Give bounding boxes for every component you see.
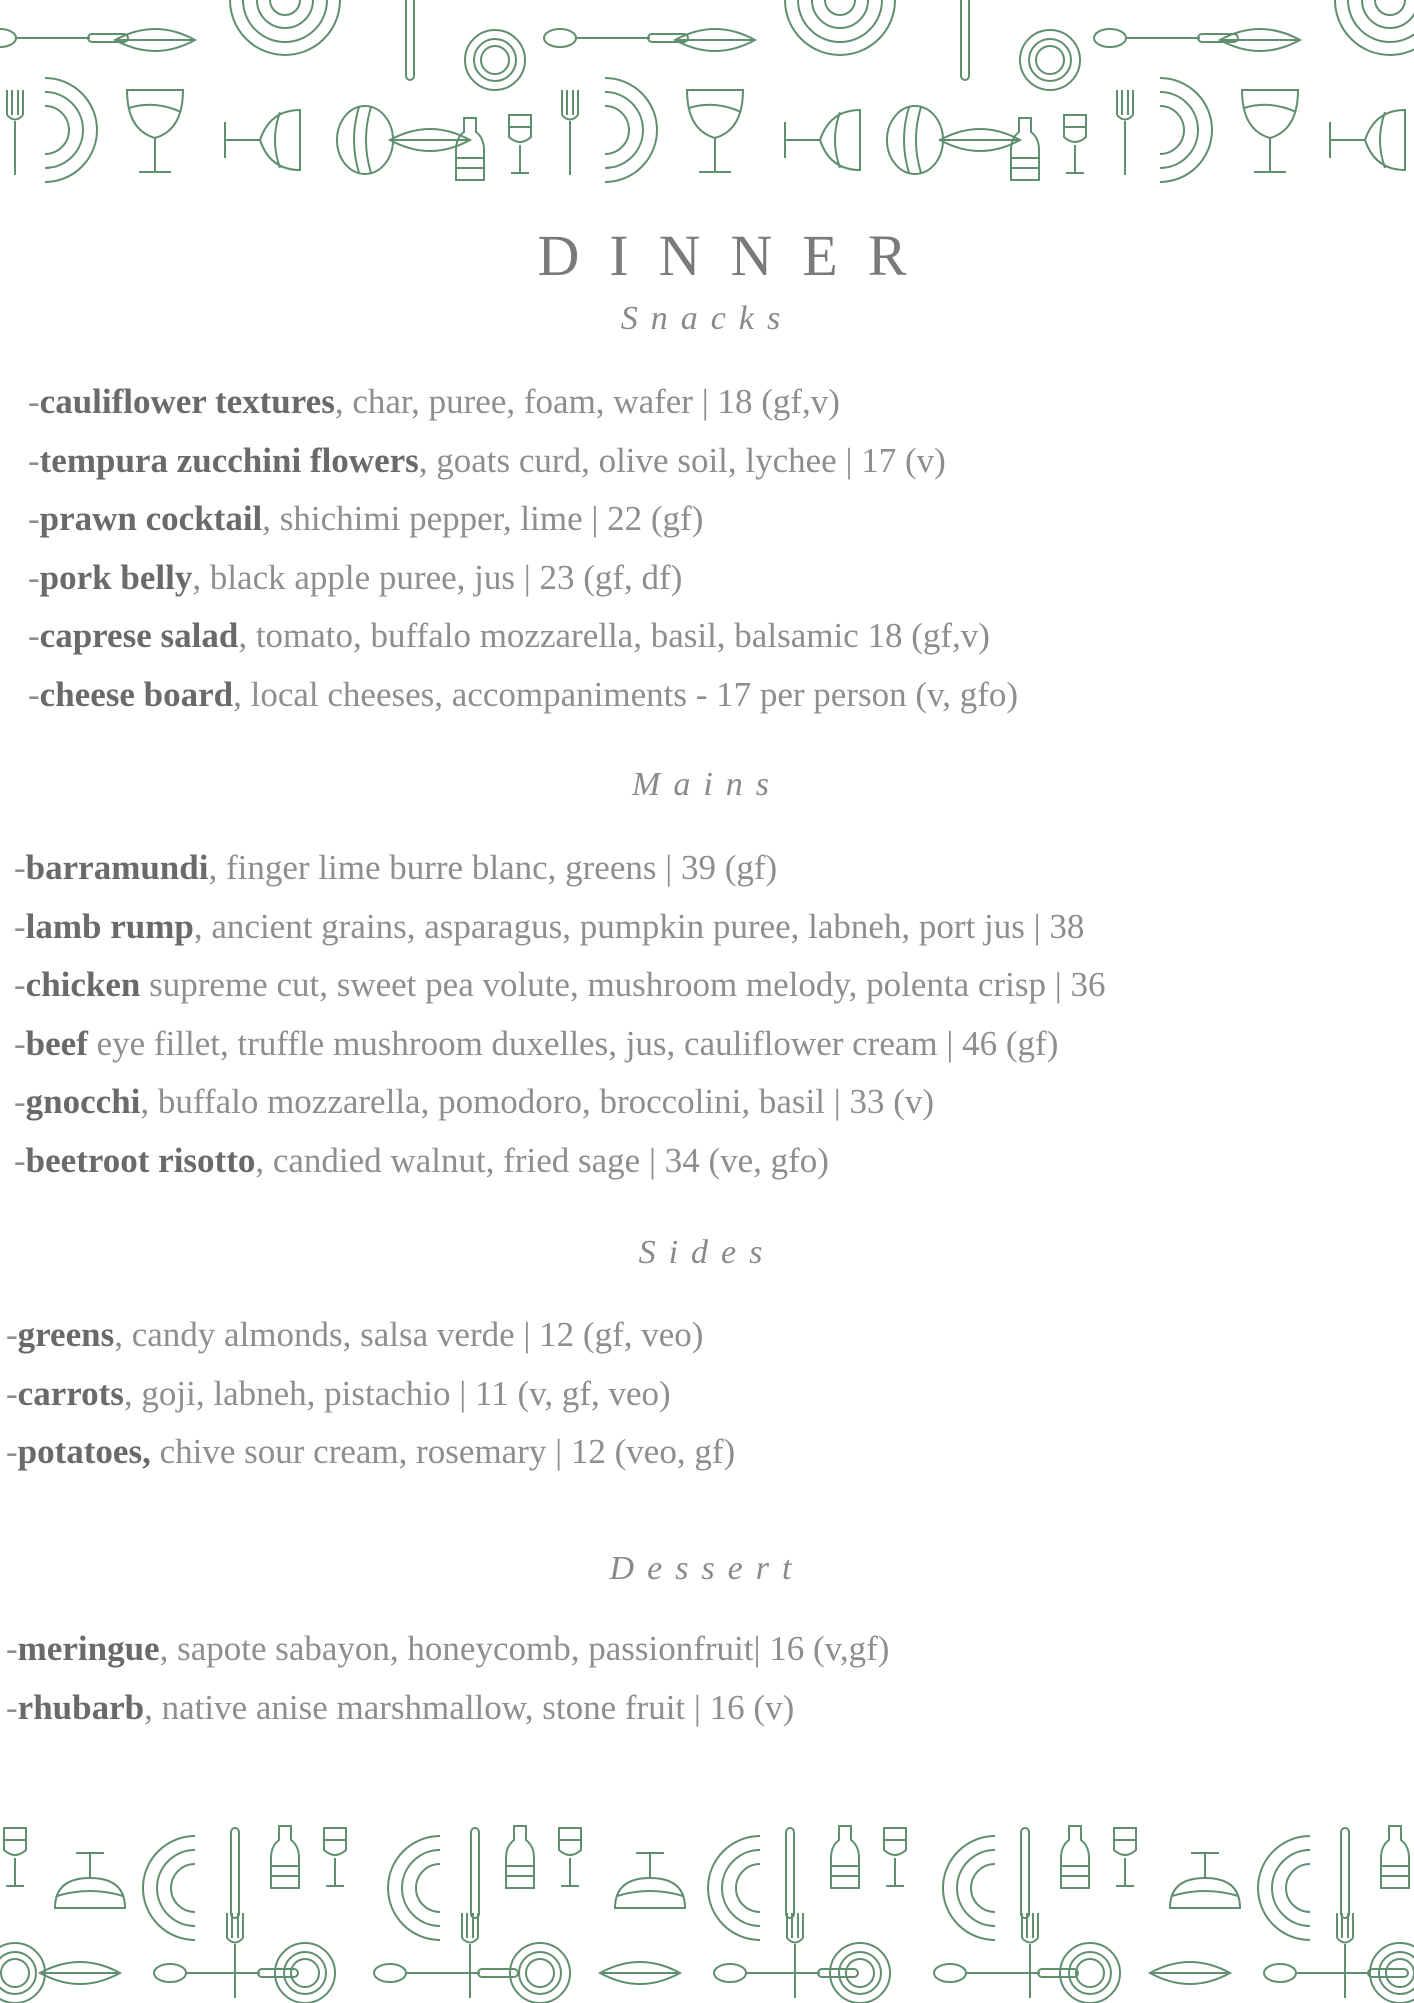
knife-icon xyxy=(406,0,414,80)
fork-icon xyxy=(462,1913,478,1998)
leaf-dish-icon xyxy=(675,29,755,51)
item-description: , finger lime burre blanc, greens | 39 (gf) xyxy=(208,848,778,887)
lying-glass-icon xyxy=(225,110,300,170)
item-name: lamb rump xyxy=(25,906,194,946)
item-description: , shichimi pepper, lime | 22 (gf) xyxy=(262,499,704,538)
item-description: , goats curd, olive soil, lychee | 17 (v) xyxy=(418,440,946,480)
spoon-icon xyxy=(0,29,128,47)
leaf-dish-icon xyxy=(940,129,1020,151)
side-arches-icon xyxy=(45,78,97,182)
menu-item: -carrots, goji, labneh, pistachio | 11 (v, gf, veo) xyxy=(6,1373,671,1413)
spoon-icon xyxy=(714,1964,858,1982)
plate-icon xyxy=(510,1943,570,2003)
sides-list xyxy=(6,1306,735,1482)
lying-glass-icon xyxy=(785,110,860,170)
item-name: cheese board xyxy=(39,674,234,714)
item-name: cauliflower textures xyxy=(39,382,335,421)
fork-icon xyxy=(787,1913,803,1998)
plate-icon xyxy=(1020,30,1080,90)
small-glass-icon xyxy=(324,1828,346,1886)
item-description: , native anise marshmallow, stone fruit | 16 (v) xyxy=(144,1687,795,1727)
menu-item: -barramundi, finger lime burre blanc, greens | 39 (gf) xyxy=(14,848,778,887)
mains-list xyxy=(14,839,1105,1190)
bottle-icon xyxy=(456,118,484,180)
tableware-pattern-top xyxy=(0,0,1414,195)
fork-icon xyxy=(1022,1913,1038,1998)
section-heading-snacks: Snacks xyxy=(620,300,794,337)
item-description: eye fillet, truffle mushroom duxelles, jus, cauliflower cream | 46 (gf) xyxy=(87,1023,1059,1063)
plate-icon xyxy=(1060,1943,1120,2003)
bottle-icon xyxy=(831,1826,859,1888)
left-arches-icon xyxy=(143,1836,195,1940)
item-name: meringue xyxy=(17,1629,160,1668)
bottom-decorative-border xyxy=(0,1808,1414,2003)
item-description: , tomato, buffalo mozzarella, basil, balsamic 18 (gf,v) xyxy=(238,616,990,655)
menu-item: -rhubarb, native anise marshmallow, stone fruit | 16 (v) xyxy=(6,1687,795,1727)
bottle-icon xyxy=(1381,1826,1409,1888)
item-name: greens xyxy=(17,1315,115,1354)
plate-icon xyxy=(830,1943,890,2003)
bottle-icon xyxy=(1011,118,1039,180)
item-name: pork belly xyxy=(39,557,193,597)
bowl-icon xyxy=(55,1853,125,1908)
section-heading-mains: Mains xyxy=(632,766,782,803)
bottle-icon xyxy=(271,1826,299,1888)
leaf-dish-icon xyxy=(600,1962,680,1984)
top-decorative-border xyxy=(0,0,1414,195)
bowl-icon xyxy=(615,1853,685,1908)
menu-item: -potatoes, chive sour cream, rosemary | 12 (veo, gf) xyxy=(6,1432,736,1471)
small-glass-icon xyxy=(559,1828,581,1886)
item-name: beetroot risotto xyxy=(25,1140,256,1180)
wine-glass-icon xyxy=(1242,90,1298,172)
spoon-icon xyxy=(374,1964,518,1982)
menu-item: -cheese board, local cheeses, accompaniments - 17 per person (v, gfo) xyxy=(28,674,1019,714)
item-name: caprese salad xyxy=(39,616,239,655)
menu-item: -gnocchi, buffalo mozzarella, pomodoro, broccolini, basil | 33 (v) xyxy=(14,1082,935,1121)
plate-icon xyxy=(465,30,525,90)
bottle-icon xyxy=(506,1826,534,1888)
menu-item: -greens, candy almonds, salsa verde | 12 (gf, veo) xyxy=(6,1315,704,1354)
item-description: , candy almonds, salsa verde | 12 (gf, veo) xyxy=(114,1315,704,1354)
leaf-dish-icon xyxy=(115,29,195,51)
spoon-icon xyxy=(1094,29,1238,47)
item-description: , ancient grains, asparagus, pumpkin puree, labneh, port jus | 38 xyxy=(193,906,1085,946)
side-arches-icon xyxy=(1160,78,1212,182)
leaf-dish-icon xyxy=(40,1962,120,1984)
menu-item: -cauliflower textures, char, puree, foam, wafer | 18 (gf,v) xyxy=(28,382,840,421)
item-name: tempura zucchini flowers xyxy=(39,440,419,480)
small-glass-icon xyxy=(509,115,531,173)
arches-icon xyxy=(230,0,340,55)
item-name: prawn cocktail xyxy=(39,499,263,538)
menu-item: -tempura zucchini flowers, goats curd, olive soil, lychee | 17 (v) xyxy=(28,440,946,480)
lying-glass-icon xyxy=(1330,110,1405,170)
striped-bowl-icon xyxy=(887,106,943,174)
item-description: , buffalo mozzarella, pomodoro, broccolini, basil | 33 (v) xyxy=(140,1082,935,1121)
side-arches-icon xyxy=(605,78,657,182)
left-arches-icon xyxy=(708,1836,760,1940)
plate-icon xyxy=(275,1943,335,2003)
item-name: potatoes, xyxy=(17,1432,151,1471)
item-name: beef xyxy=(25,1023,88,1063)
spoon-icon xyxy=(934,1964,1078,1982)
tableware-pattern-bottom xyxy=(0,1808,1414,2003)
bottle-icon xyxy=(1061,1826,1089,1888)
item-description: , sapote sabayon, honeycomb, passionfruit| 16 (v,gf) xyxy=(159,1629,890,1668)
item-description: , local cheeses, accompaniments - 17 per person (v, gfo) xyxy=(233,674,1019,714)
wine-glass-icon xyxy=(687,90,743,172)
section-heading-sides: Sides xyxy=(638,1234,776,1271)
fork-icon xyxy=(227,1913,243,1998)
item-name: chicken xyxy=(25,965,141,1004)
small-glass-icon xyxy=(884,1828,906,1886)
bowl-icon xyxy=(1170,1853,1240,1908)
knife-icon xyxy=(961,0,969,80)
menu-item: -pork belly, black apple puree, jus | 23 (gf, df) xyxy=(28,557,683,597)
fork-icon xyxy=(562,90,578,175)
knife-icon xyxy=(786,1828,794,1918)
item-name: rhubarb xyxy=(17,1687,145,1727)
small-glass-icon xyxy=(1114,1828,1136,1886)
left-arches-icon xyxy=(943,1836,995,1940)
item-name: carrots xyxy=(17,1373,124,1413)
menu-item: -lamb rump, ancient grains, asparagus, pumpkin puree, labneh, port jus | 38 xyxy=(14,906,1085,946)
knife-icon xyxy=(231,1828,239,1918)
snacks-list xyxy=(28,373,1018,724)
item-description: , black apple puree, jus | 23 (gf, df) xyxy=(192,557,683,597)
fork-icon xyxy=(1117,90,1133,175)
wine-glass-icon xyxy=(127,90,183,172)
item-description: supreme cut, sweet pea volute, mushroom melody, polenta crisp | 36 xyxy=(140,965,1106,1004)
menu-title: DINNER xyxy=(537,223,937,288)
knife-icon xyxy=(471,1828,479,1918)
arches-icon xyxy=(785,0,895,55)
section-heading-dessert: Dessert xyxy=(609,1550,805,1587)
small-glass-icon xyxy=(1064,115,1086,173)
item-description: , goji, labneh, pistachio | 11 (v, gf, veo) xyxy=(123,1373,671,1413)
menu-item: -beef eye fillet, truffle mushroom duxelles, jus, cauliflower cream | 46 (gf) xyxy=(14,1023,1059,1063)
menu-item: -beetroot risotto, candied walnut, fried sage | 34 (ve, gfo) xyxy=(14,1140,829,1180)
item-name: gnocchi xyxy=(25,1082,141,1121)
arches-icon xyxy=(1335,0,1414,55)
item-description: , candied walnut, fried sage | 34 (ve, gfo) xyxy=(255,1140,829,1180)
spoon-icon xyxy=(544,29,688,47)
menu-item: -caprese salad, tomato, buffalo mozzarella, basil, balsamic 18 (gf,v) xyxy=(28,616,990,655)
menu-item: -chicken supreme cut, sweet pea volute, mushroom melody, polenta crisp | 36 xyxy=(14,965,1106,1004)
leaf-dish-icon xyxy=(1150,1962,1230,1984)
left-arches-icon xyxy=(388,1836,440,1940)
small-glass-icon xyxy=(4,1828,26,1886)
knife-icon xyxy=(1341,1828,1349,1918)
fork-icon xyxy=(1337,1913,1353,1998)
fork-icon xyxy=(7,90,23,175)
item-name: barramundi xyxy=(25,848,209,887)
leaf-dish-icon xyxy=(1220,29,1300,51)
menu-item: -prawn cocktail, shichimi pepper, lime | 22 (gf) xyxy=(28,499,704,538)
striped-bowl-icon xyxy=(337,106,393,174)
item-description: , char, puree, foam, wafer | 18 (gf,v) xyxy=(334,382,840,421)
item-description: chive sour cream, rosemary | 12 (veo, gf) xyxy=(150,1432,736,1471)
dessert-list xyxy=(6,1620,889,1737)
left-arches-icon xyxy=(1258,1836,1310,1940)
menu-item: -meringue, sapote sabayon, honeycomb, passionfruit| 16 (v,gf) xyxy=(6,1629,890,1668)
knife-icon xyxy=(1021,1828,1029,1918)
